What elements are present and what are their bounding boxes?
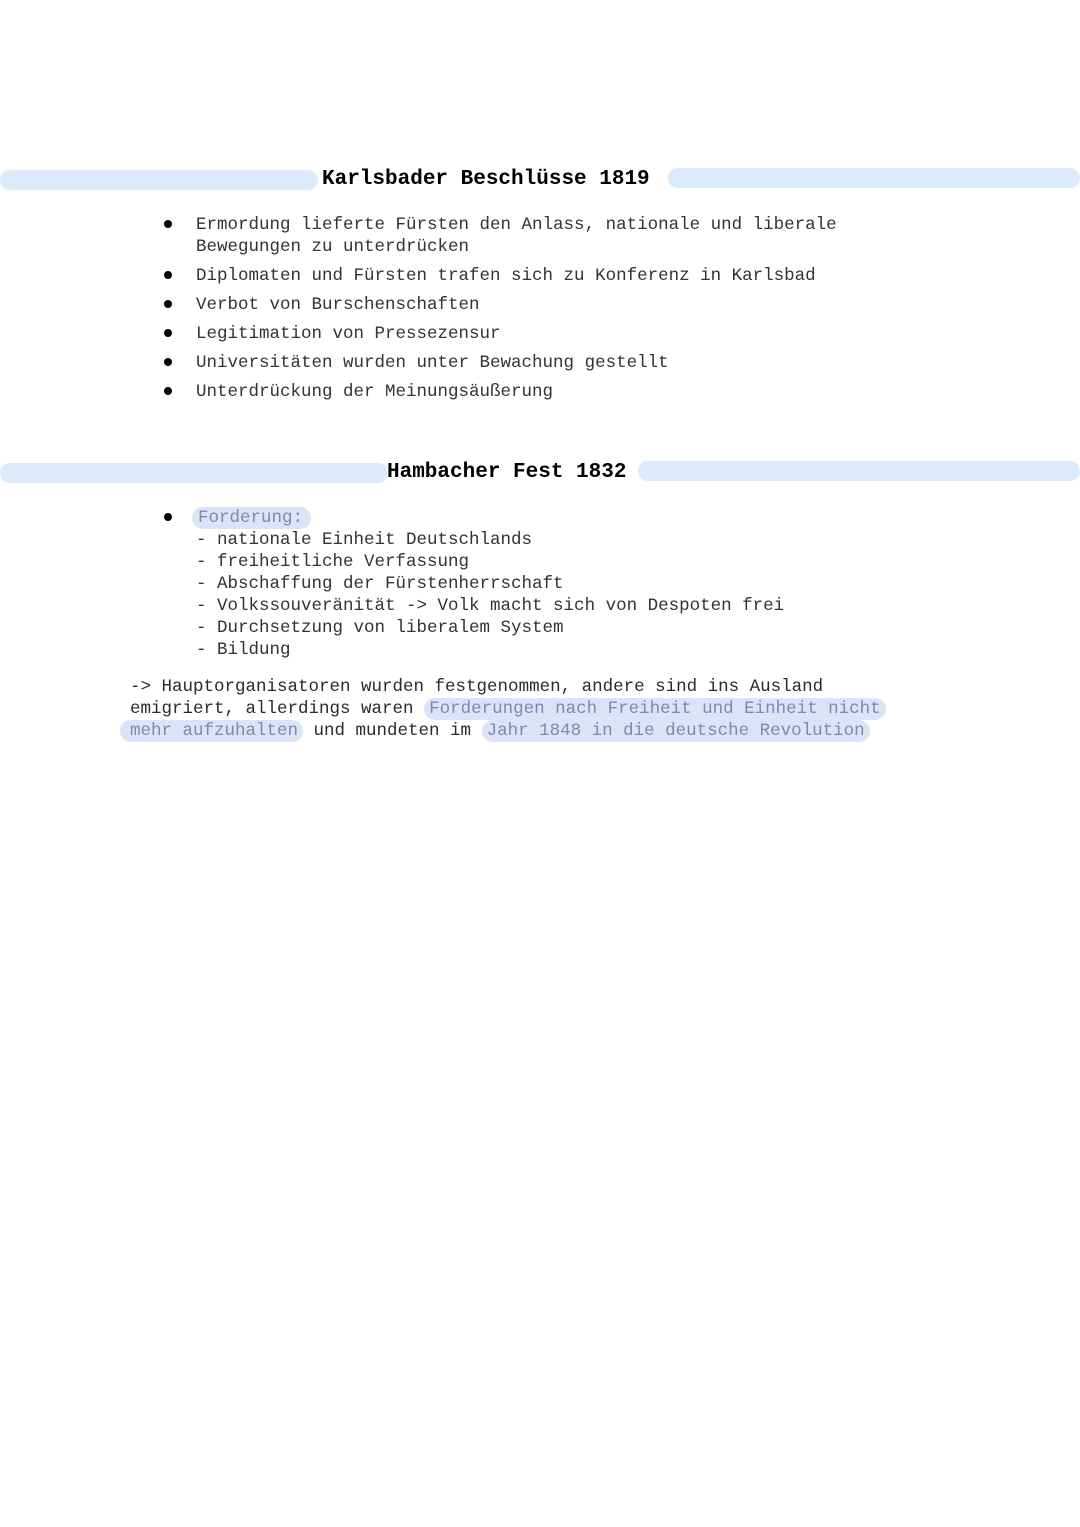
list-item: Unterdrückung der Meinungsäußerung (196, 382, 554, 402)
heading-highlight-left (0, 170, 318, 190)
list-item: - Abschaffung der Fürstenherrschaft (196, 574, 564, 594)
heading-highlight-left (0, 463, 388, 483)
section-title-karlsbad: Karlsbader Beschlüsse 1819 (322, 168, 650, 191)
heading-highlight-right (668, 168, 1080, 188)
list-item: Ermordung lieferte Fürsten den Anlass, nationale und liberale (196, 215, 837, 235)
conclusion-highlight: Jahr 1848 in die deutsche Revolution (482, 720, 870, 742)
list-item: - Bildung (196, 640, 291, 660)
list-item: Bewegungen zu unterdrücken (196, 237, 470, 257)
conclusion-line (130, 698, 886, 720)
conclusion-highlight: Forderungen nach Freiheit und Einheit nicht (424, 698, 886, 720)
conclusion-text: emigriert, allerdings waren (130, 699, 425, 719)
list-item: - Volkssouveränität -> Volk macht sich von Despoten frei (196, 596, 785, 616)
heading-highlight-right (638, 461, 1080, 481)
list-item: Verbot von Burschenschaften (196, 295, 480, 315)
conclusion-text: und mundeten im (303, 721, 482, 741)
list-item: - freiheitliche Verfassung (196, 552, 470, 572)
demands-label-highlight: Forderung: (192, 507, 311, 529)
conclusion-line: -> Hauptorganisatoren wurden festgenommen, andere sind ins Ausland (130, 677, 824, 697)
bullet-icon (164, 271, 172, 279)
bullet-icon (164, 513, 172, 521)
conclusion-highlight: mehr aufzuhalten (120, 720, 303, 742)
bullet-icon (164, 387, 172, 395)
list-item: - nationale Einheit Deutschlands (196, 530, 533, 550)
bullet-icon (164, 220, 172, 228)
list-item: - Durchsetzung von liberalem System (196, 618, 564, 638)
list-item: Legitimation von Pressezensur (196, 324, 501, 344)
conclusion-line (130, 720, 870, 742)
bullet-icon (164, 329, 172, 337)
demands-label (196, 507, 311, 529)
list-item: Universitäten wurden unter Bewachung gestellt (196, 353, 669, 373)
section-title-hambach: Hambacher Fest 1832 (387, 461, 627, 484)
bullet-icon (164, 300, 172, 308)
bullet-icon (164, 358, 172, 366)
list-item: Diplomaten und Fürsten trafen sich zu Konferenz in Karlsbad (196, 266, 816, 286)
